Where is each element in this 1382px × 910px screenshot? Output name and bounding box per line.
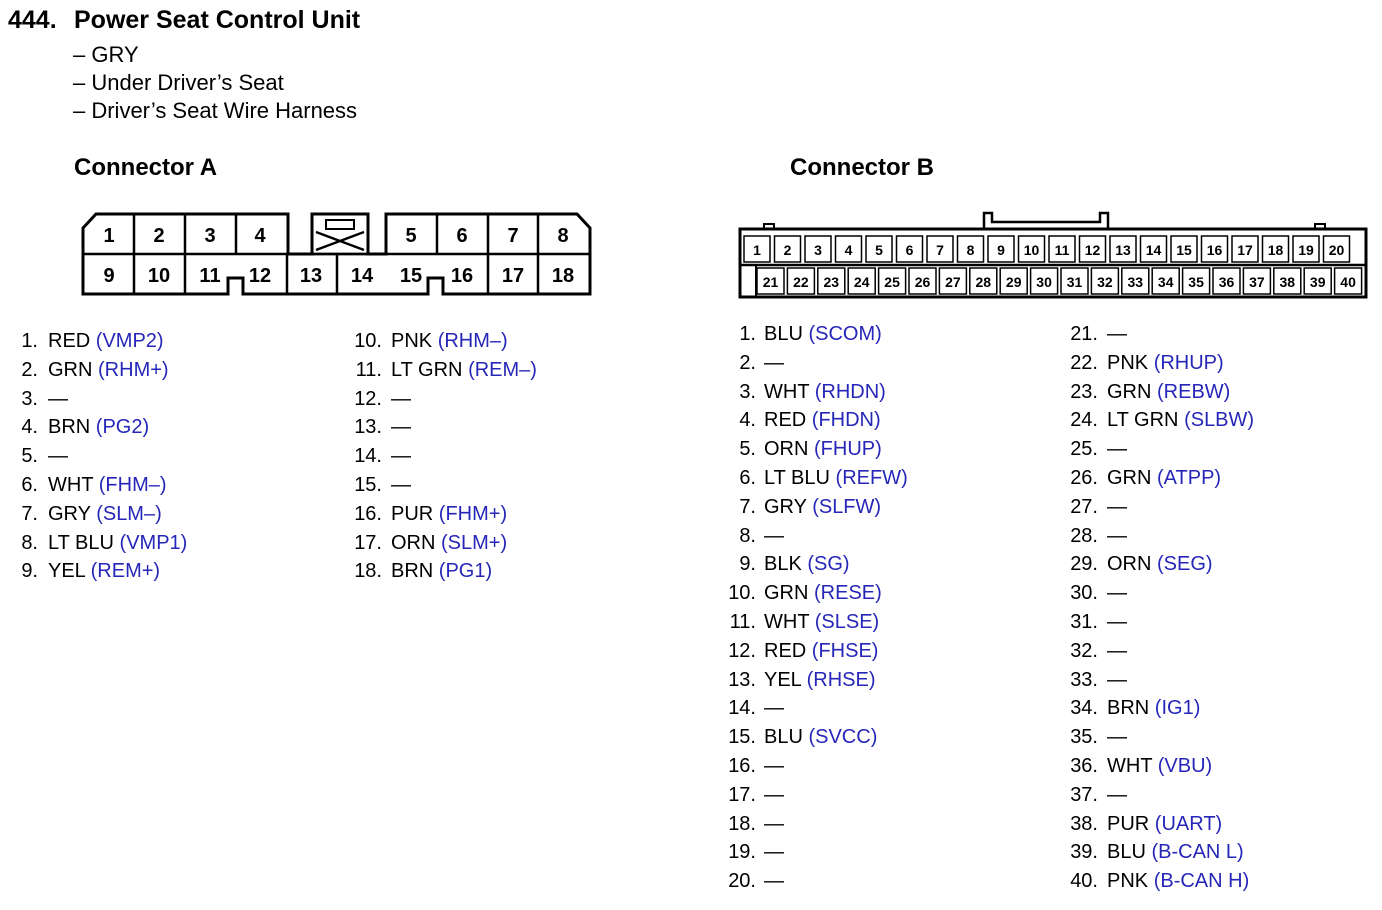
pin-row	[710, 666, 1050, 695]
pin-row	[340, 529, 670, 558]
wire-color: —	[1107, 668, 1127, 691]
pin-row	[1050, 810, 1380, 839]
connector-a-cavity-label: 5	[405, 225, 417, 247]
wire-color: —	[1107, 783, 1127, 806]
wire-color: PUR	[391, 502, 434, 525]
pin-number: 32.	[1070, 639, 1098, 662]
connector-b-cavity-label: 6	[905, 242, 914, 258]
connector-a-cavity-label: 13	[299, 265, 323, 287]
wire-color: —	[1107, 582, 1127, 605]
signal-name: (REBW)	[1157, 380, 1231, 403]
pin-number: 13.	[728, 668, 756, 691]
pin-number: 12.	[354, 387, 382, 410]
pin-number: 7.	[21, 502, 38, 525]
pin-row	[710, 810, 1050, 839]
wire-color: BRN	[391, 560, 434, 583]
wire-color: ORN	[764, 438, 809, 461]
wire-color: GRY	[48, 502, 91, 525]
component-name: Power Seat Control Unit	[74, 6, 361, 34]
pin-number: 17.	[728, 783, 756, 806]
signal-name: (REM+)	[90, 560, 161, 583]
pin-row	[710, 838, 1050, 867]
connector-b-cavity-label: 7	[936, 242, 944, 258]
wire-color: LT BLU	[764, 467, 830, 489]
connector-b-cavity-label: 31	[1066, 274, 1083, 290]
pin-number: 2.	[739, 351, 756, 374]
connector-a-cavity-label: 1	[103, 225, 115, 247]
connector-b-cavity-label: 17	[1237, 242, 1253, 258]
signal-name: (FHM+)	[438, 502, 508, 525]
wire-color: GRN	[1107, 380, 1152, 403]
pin-number: 20.	[728, 870, 756, 893]
wire-color: —	[1107, 323, 1127, 345]
connector-b-cavity-label: 21	[762, 274, 779, 290]
pin-row	[710, 522, 1050, 551]
wire-color: LT GRN	[391, 358, 463, 381]
wire-color: —	[1107, 524, 1127, 547]
connector-b-cavity-label: 33	[1127, 274, 1144, 290]
signal-name: (FHSE)	[811, 639, 879, 662]
connector-b-cavity-label: 38	[1279, 274, 1296, 290]
wire-color: WHT	[764, 611, 810, 633]
pin-number: 10.	[728, 582, 756, 605]
wire-color: YEL	[48, 560, 86, 583]
wire-color: BLK	[764, 553, 802, 576]
pin-row	[0, 557, 340, 586]
pin-number: 6.	[21, 474, 38, 496]
signal-name: (RHM–)	[437, 330, 508, 352]
wire-color: —	[391, 387, 411, 410]
pin-number: 19.	[728, 841, 756, 864]
signal-name: (SLFW)	[812, 495, 882, 518]
pin-number: 10.	[354, 330, 382, 352]
connector-b-cavity-label: 15	[1176, 242, 1192, 258]
connector-a-cavity-label: 16	[450, 265, 474, 287]
signal-name: (FHUP)	[814, 438, 882, 461]
pin-row	[0, 529, 340, 558]
pin-row	[710, 781, 1050, 810]
wire-color: —	[391, 445, 411, 468]
pin-number: 4.	[21, 416, 38, 439]
connector-b-cavity-label: 19	[1298, 242, 1314, 258]
pin-number: 22.	[1070, 351, 1098, 374]
connector-a-cavity-label: 6	[456, 225, 468, 247]
connector-b-cavity-label: 3	[814, 242, 822, 258]
pin-number: 4.	[739, 409, 756, 432]
pin-row	[340, 471, 670, 500]
pin-row	[340, 327, 670, 356]
pin-number: 18.	[354, 560, 382, 583]
pin-row	[340, 413, 670, 442]
wire-color: BLU	[1107, 841, 1146, 864]
pin-row	[1050, 838, 1380, 867]
pin-row	[710, 752, 1050, 781]
connector-a-cavity-label: 2	[153, 225, 165, 247]
pin-number: 11.	[355, 358, 382, 381]
signal-name: (IG1)	[1154, 697, 1201, 720]
pin-row	[710, 435, 1050, 464]
pin-row	[0, 500, 340, 529]
pin-number: 8.	[21, 531, 38, 554]
pin-row	[340, 385, 670, 414]
wire-color: PNK	[1107, 870, 1149, 893]
connector-b-pin-list-right	[1050, 320, 1380, 905]
connector-b-cavity-label: 11	[1054, 242, 1070, 258]
connector-a-cavity-label: 12	[248, 265, 272, 287]
connector-b-cavity-label: 1	[753, 242, 761, 258]
wire-color: BLU	[764, 726, 803, 749]
signal-name: (PG2)	[95, 416, 150, 439]
signal-name: (VMP2)	[95, 330, 164, 352]
pin-number: 39.	[1070, 841, 1098, 864]
wire-color: WHT	[764, 380, 810, 403]
connector-a-cavity-label: 9	[103, 265, 115, 287]
connector-a-heading: Connector A	[74, 154, 218, 181]
pin-row	[710, 550, 1050, 579]
wire-color: YEL	[764, 668, 802, 691]
pin-number: 1.	[21, 330, 38, 352]
pin-row	[340, 442, 670, 471]
pin-number: 14.	[728, 697, 756, 720]
signal-name: (SLSE)	[814, 611, 880, 633]
wire-color: PNK	[391, 330, 433, 352]
signal-name: (UART)	[1154, 812, 1223, 835]
pin-number: 29.	[1070, 553, 1098, 576]
signal-name: (RHDN)	[814, 380, 886, 403]
connector-b-cavity-label: 37	[1249, 274, 1265, 290]
signal-name: (ATPP)	[1157, 467, 1222, 489]
pin-row	[710, 493, 1050, 522]
connector-b-cavity-label: 34	[1157, 274, 1174, 290]
pin-row	[1050, 608, 1380, 637]
connector-b-cavity-label: 32	[1097, 274, 1113, 290]
signal-name: (REFW)	[835, 467, 908, 489]
signal-name: (RESE)	[814, 582, 882, 605]
connector-b-pin-list-left	[710, 320, 1050, 905]
wire-color: —	[764, 841, 784, 864]
pin-row	[710, 637, 1050, 666]
wire-color: —	[48, 445, 68, 468]
connector-b-cavity-label: 39	[1309, 274, 1326, 290]
signal-name: (RHM+)	[98, 358, 169, 381]
wire-color: —	[764, 783, 784, 806]
connector-a-cavity-label: 4	[254, 225, 266, 247]
wire-color: —	[1107, 438, 1127, 461]
pin-row	[710, 579, 1050, 608]
detail-location: – Under Driver’s Seat	[73, 70, 284, 95]
component-number: 444.	[8, 6, 57, 34]
pin-number: 38.	[1070, 812, 1098, 835]
connector-b-cavity-label: 20	[1328, 242, 1345, 258]
wire-color: —	[1107, 611, 1127, 633]
connector-b-cavity-label: 4	[844, 242, 853, 258]
pin-number: 26.	[1070, 467, 1098, 489]
wire-color: ORN	[1107, 553, 1152, 576]
pin-number: 8.	[739, 524, 756, 547]
pin-number: 3.	[739, 380, 756, 403]
connector-a-cavity-label: 3	[204, 225, 216, 247]
wire-color: PUR	[1107, 812, 1150, 835]
pin-row	[1050, 867, 1380, 896]
pin-row	[710, 320, 1050, 349]
pin-number: 15.	[354, 474, 382, 496]
pin-number: 33.	[1070, 668, 1098, 691]
pin-row	[1050, 579, 1380, 608]
pin-row	[710, 406, 1050, 435]
connector-b-cavity-label: 13	[1115, 242, 1131, 258]
pin-row	[1050, 694, 1380, 723]
pin-number: 24.	[1070, 409, 1098, 432]
pin-row	[710, 694, 1050, 723]
signal-name: (B-CAN L)	[1151, 841, 1244, 864]
pin-row	[1050, 637, 1380, 666]
connector-b-cavity-label: 8	[966, 242, 975, 258]
connector-b-cavity-label: 28	[975, 274, 992, 290]
pin-row	[1050, 320, 1380, 349]
pin-number: 28.	[1070, 524, 1098, 547]
pin-number: 14.	[354, 445, 382, 468]
wire-color: —	[764, 524, 784, 547]
pin-row	[0, 471, 340, 500]
pin-number: 16.	[354, 502, 382, 525]
signal-name: (SLM–)	[96, 502, 162, 525]
pin-number: 30.	[1070, 582, 1098, 605]
signal-name: (VBU)	[1157, 755, 1213, 777]
connector-a-cavity-label: 10	[147, 265, 171, 287]
wire-color: —	[764, 755, 784, 777]
pin-row	[710, 464, 1050, 493]
wire-color: —	[1107, 639, 1127, 662]
pin-row	[1050, 435, 1380, 464]
signal-name: (FHDN)	[811, 409, 881, 432]
connector-b-cavity-label: 25	[884, 274, 900, 290]
wire-color: LT BLU	[48, 531, 114, 554]
connector-b-cavity-label: 30	[1036, 274, 1052, 290]
connector-b-cavity-label: 16	[1206, 242, 1223, 258]
pin-number: 25.	[1070, 438, 1098, 461]
pin-number: 1.	[739, 323, 756, 345]
connector-b-cavity-label: 35	[1188, 274, 1204, 290]
wire-color: WHT	[48, 474, 94, 496]
connector-b-lock	[984, 213, 1108, 229]
connector-b-cavity-label: 2	[783, 242, 792, 258]
pin-number: 27.	[1070, 495, 1098, 518]
wire-color: —	[764, 351, 784, 374]
pin-number: 12.	[728, 639, 756, 662]
signal-name: (RHUP)	[1153, 351, 1224, 374]
wire-color: WHT	[1107, 755, 1153, 777]
pin-row	[1050, 464, 1380, 493]
pin-row	[0, 356, 340, 385]
pin-row	[710, 867, 1050, 896]
pin-row	[0, 442, 340, 471]
wire-color: GRN	[764, 582, 809, 605]
detail-harness: – Driver’s Seat Wire Harness	[73, 98, 358, 123]
connector-a-cavity-label: 11	[199, 265, 221, 287]
connector-a-cavity-label: 15	[399, 265, 423, 287]
connector-b-cavity-label: 10	[1023, 242, 1040, 258]
pin-row	[710, 608, 1050, 637]
wire-color: —	[764, 870, 784, 893]
pin-number: 7.	[739, 495, 756, 518]
connector-a-cavity-label: 18	[551, 265, 575, 287]
connector-b-cavity-label: 26	[914, 274, 931, 290]
connector-b-cavity-label: 12	[1084, 242, 1101, 258]
pin-number: 11.	[729, 611, 756, 633]
connector-b-cavity-label: 27	[945, 274, 961, 290]
pin-number: 35.	[1070, 726, 1098, 749]
wire-color: —	[1107, 495, 1127, 518]
signal-name: (REM–)	[468, 358, 537, 381]
wire-color: —	[764, 697, 784, 720]
pin-row	[710, 349, 1050, 378]
pin-row	[1050, 550, 1380, 579]
wire-color: LT GRN	[1107, 409, 1179, 432]
connector-b-cavity-label: 24	[853, 274, 870, 290]
signal-name: (SLBW)	[1184, 409, 1255, 432]
signal-name: (SEG)	[1157, 553, 1213, 576]
wire-color: RED	[764, 409, 807, 432]
pin-number: 37.	[1070, 783, 1098, 806]
wire-color: PNK	[1107, 351, 1149, 374]
pin-number: 23.	[1070, 380, 1098, 403]
connector-b-cavity-label: 9	[997, 242, 1005, 258]
wire-color: BRN	[1107, 697, 1150, 720]
signal-name: (SG)	[807, 553, 850, 576]
connector-b-cavity-label: 22	[793, 274, 809, 290]
wire-color: —	[1107, 726, 1127, 749]
wire-color: BRN	[48, 416, 91, 439]
pin-row	[1050, 723, 1380, 752]
pin-row	[1050, 666, 1380, 695]
connector-b-cavity-label: 14	[1145, 242, 1162, 258]
connector-a-cavity-label: 8	[557, 225, 569, 247]
detail-color: – GRY	[73, 42, 139, 67]
pin-number: 9.	[21, 560, 38, 583]
signal-name: (RHSE)	[806, 668, 876, 691]
pin-number: 2.	[21, 358, 38, 381]
signal-name: (FHM–)	[98, 474, 167, 496]
pin-row	[1050, 406, 1380, 435]
pin-row	[0, 413, 340, 442]
pin-row	[1050, 781, 1380, 810]
wire-color: —	[764, 812, 784, 835]
pin-number: 3.	[21, 387, 38, 410]
pin-number: 17.	[354, 531, 382, 554]
pin-number: 34.	[1070, 697, 1098, 720]
connector-b-cavity-label: 23	[823, 274, 840, 290]
connector-a-cavity-label: 14	[350, 265, 374, 287]
pin-number: 16.	[728, 755, 756, 777]
connector-a-pin-list-right	[340, 327, 670, 597]
pin-row	[0, 327, 340, 356]
signal-name: (SVCC)	[808, 726, 878, 749]
signal-name: (SCOM)	[808, 323, 882, 345]
pin-number: 5.	[21, 445, 38, 468]
wire-color: RED	[48, 330, 91, 352]
connector-b-cavity-label: 36	[1218, 274, 1235, 290]
pin-row	[340, 356, 670, 385]
pin-row	[1050, 752, 1380, 781]
wire-color: RED	[764, 639, 807, 662]
wire-color: GRN	[48, 358, 93, 381]
connector-b-heading: Connector B	[790, 154, 934, 181]
pin-row	[340, 500, 670, 529]
pin-number: 9.	[739, 553, 756, 576]
signal-name: (SLM+)	[441, 531, 508, 554]
signal-name: (PG1)	[438, 560, 493, 583]
pin-number: 36.	[1070, 755, 1098, 777]
pin-row	[1050, 522, 1380, 551]
signal-name: (VMP1)	[119, 531, 188, 554]
pin-row	[710, 723, 1050, 752]
wire-color: —	[48, 387, 68, 410]
connector-a-cavity-label: 17	[501, 265, 525, 287]
connector-b-cavity-label: 18	[1267, 242, 1284, 258]
wire-color: —	[391, 416, 411, 439]
pin-number: 18.	[728, 812, 756, 835]
pin-row	[1050, 493, 1380, 522]
pin-row	[1050, 378, 1380, 407]
pin-row	[340, 557, 670, 586]
pin-number: 15.	[728, 726, 756, 749]
pin-number: 13.	[354, 416, 382, 439]
wire-color: ORN	[391, 531, 436, 554]
pin-row	[1050, 349, 1380, 378]
pin-number: 31.	[1070, 611, 1098, 633]
connector-b-cavity-label: 5	[875, 242, 883, 258]
wire-color: GRY	[764, 495, 807, 518]
connector-b-cavity-label: 29	[1005, 274, 1022, 290]
wire-color: —	[391, 474, 411, 496]
connector-a-cavity-label: 7	[507, 225, 519, 247]
wire-color: BLU	[764, 323, 803, 345]
signal-name: (B-CAN H)	[1153, 870, 1250, 893]
wire-color: GRN	[1107, 467, 1152, 489]
pin-row	[0, 385, 340, 414]
connector-a-pin-list-left	[0, 327, 340, 597]
pin-row	[710, 378, 1050, 407]
pin-number: 40.	[1070, 870, 1098, 893]
connector-b-cavity-label: 40	[1340, 274, 1356, 290]
pin-number: 6.	[739, 467, 756, 489]
pin-number: 21.	[1070, 323, 1098, 345]
pin-number: 5.	[739, 438, 756, 461]
